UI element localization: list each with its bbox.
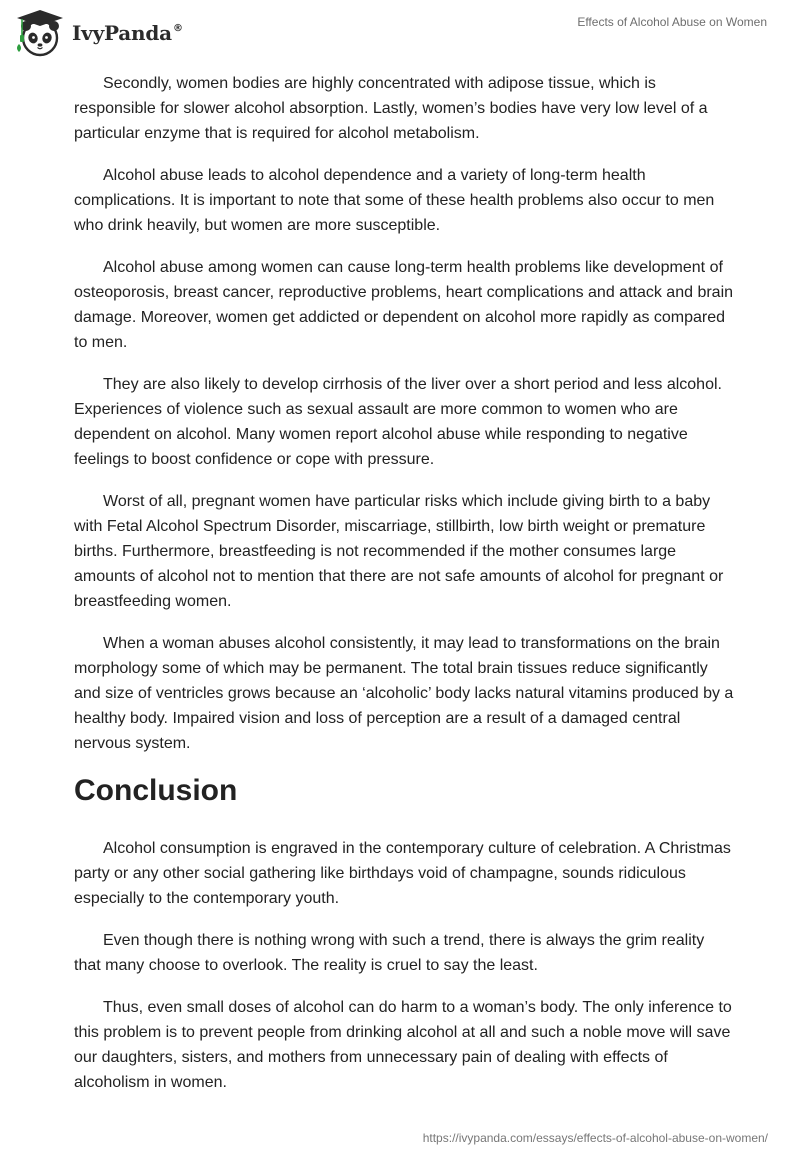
section-heading-conclusion: Conclusion xyxy=(74,774,238,807)
paragraph: Alcohol abuse among women can cause long-term health problems like development of osteoporosis, breast cancer, reproductive problems, heart complications and attack and brain damage. Moreover, women get addicted or dependent on alcohol more rapidly as compared to men. xyxy=(74,259,734,351)
document-title: Effects of Alcohol Abuse on Women xyxy=(577,15,767,29)
page-header xyxy=(0,0,800,66)
paragraph: They are also likely to develop cirrhosis of the liver over a short period and less alcohol. Experiences of violence such as sexual assault are more common to women who are dependent on alcohol. Many women report alcohol abuse while responding to negative feelings to boost confidence or cope with pressure. xyxy=(74,376,722,468)
registered-mark: ® xyxy=(172,23,183,34)
paragraph: Secondly, women bodies are highly concentrated with adipose tissue, which is responsible for slower alcohol absorption. Lastly, women’s bodies have very low level of a particular enzyme that is required for alcohol metabolism. xyxy=(74,75,708,142)
source-url[interactable]: https://ivypanda.com/essays/effects-of-alcohol-abuse-on-women/ xyxy=(422,1131,768,1145)
paragraph: Worst of all, pregnant women have particular risks which include giving birth to a baby with Fetal Alcohol Spectrum Disorder, miscarriage, stillbirth, low birth weight or premature births. Furthermore, breastfeeding is not recommended if the mother consumes large amounts of alcohol not to mention that there are not safe amounts of alcohol for pregnant or breastfeeding women. xyxy=(74,493,724,610)
paragraph: Alcohol consumption is engraved in the contemporary culture of celebration. A Christmas party or any other social gathering like birthdays void of champagne, sounds ridiculous especially to the contemporary youth. xyxy=(74,840,731,907)
paragraph: Thus, even small doses of alcohol can do harm to a woman’s body. The only inference to this problem is to prevent people from drinking alcohol at all and such a noble move will save our daughters, sisters, and mothers from unnecessary pain of dealing with effects of alcoholism in women. xyxy=(74,999,732,1091)
panda-graduation-cap-icon xyxy=(14,8,66,58)
brand-name: IvyPanda® xyxy=(72,21,183,45)
ivypanda-logo[interactable] xyxy=(14,8,183,58)
paragraph: When a woman abuses alcohol consistently, it may lead to transformations on the brain morphology some of which may be permanent. The total brain tissues reduce significantly and size of ventricles grows because an ‘alcoholic’ body lacks natural vitamins produced by a healthy body. Impaired vision and loss of perception are a result of a damaged central nervous system. xyxy=(74,635,734,752)
paragraph: Alcohol abuse leads to alcohol dependence and a variety of long-term health complications. It is important to note that some of these health problems also occur to men who drink heavily, but women are more susceptible. xyxy=(74,167,715,234)
essay-content xyxy=(74,71,734,1112)
paragraph: Even though there is nothing wrong with such a trend, there is always the grim reality that many choose to overlook. The reality is cruel to say the least. xyxy=(74,932,705,974)
